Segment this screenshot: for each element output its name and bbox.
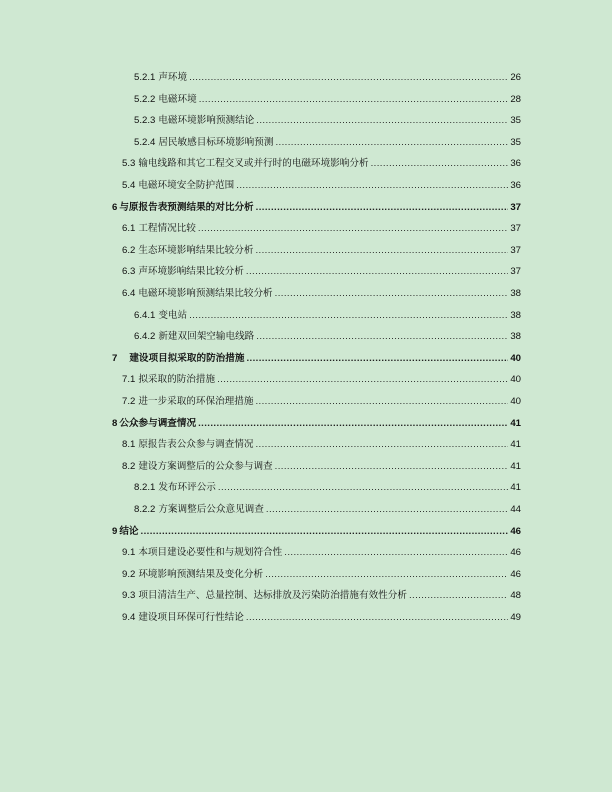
toc-entry-number: 9.2	[122, 568, 136, 580]
toc-dot-leader	[371, 158, 509, 169]
toc-entry-page-number: 38	[510, 309, 521, 321]
toc-entry[interactable]	[134, 112, 521, 133]
toc-entry-page-number: 37	[510, 244, 521, 256]
toc-entry-number: 8.1	[122, 439, 136, 451]
toc-entry-title: 进一步采取的环保治理措施	[138, 396, 254, 407]
toc-entry[interactable]	[134, 69, 521, 90]
toc-entry-title: 环境影响预测结果及变化分析	[138, 568, 264, 580]
toc-entry-title: 建设项目环保可行性结论	[138, 612, 244, 623]
toc-dot-leader	[189, 72, 508, 83]
toc-entry[interactable]	[134, 134, 521, 155]
toc-entry[interactable]	[122, 177, 521, 198]
toc-entry-title: 电磁环境	[158, 93, 197, 105]
toc-entry-page-number: 48	[510, 590, 521, 602]
toc-dot-leader	[256, 331, 508, 342]
toc-entry-title: 本项目建设必要性和与规划符合性	[138, 547, 283, 559]
toc-entry-page-number: 36	[510, 180, 521, 191]
toc-entry-number: 7	[112, 352, 118, 364]
toc-entry[interactable]	[122, 155, 521, 176]
toc-entry-number: 6.3	[122, 266, 136, 278]
toc-entry[interactable]	[134, 501, 521, 522]
toc-dot-leader	[141, 526, 509, 537]
toc-entry-page-number: 36	[510, 158, 521, 170]
toc-entry-number: 9	[112, 525, 118, 537]
toc-entry-number: 6.1	[122, 223, 136, 235]
toc-entry-page-number: 41	[510, 439, 521, 451]
toc-dot-leader	[189, 310, 508, 321]
toc-dot-leader	[246, 612, 508, 623]
toc-entry-number: 5.2.4	[134, 136, 156, 148]
toc-entry[interactable]	[122, 587, 521, 608]
toc-entry-title: 项目清洁生产、总量控制、达标排放及污染防治措施有效性分析	[138, 590, 407, 602]
toc-entry-number: 8	[112, 417, 118, 429]
toc-dot-leader	[217, 374, 508, 385]
toc-entry[interactable]	[112, 523, 521, 544]
toc-entry[interactable]	[122, 436, 521, 457]
toc-entry-number: 8.2.1	[134, 482, 156, 494]
toc-entry[interactable]	[112, 350, 521, 371]
toc-entry[interactable]	[134, 328, 521, 349]
toc-dot-leader	[275, 288, 509, 299]
toc-entry[interactable]	[134, 307, 521, 328]
toc-entry[interactable]	[122, 458, 521, 479]
toc-entry-page-number: 44	[510, 504, 521, 515]
toc-entry[interactable]	[122, 371, 521, 392]
toc-entry-title: 方案调整后公众意见调查	[158, 504, 264, 515]
toc-entry-page-number: 37	[510, 266, 521, 278]
toc-dot-leader	[218, 482, 508, 493]
toc-entry[interactable]	[122, 544, 521, 565]
toc-entry-page-number: 38	[510, 331, 521, 343]
toc-dot-leader	[236, 180, 508, 191]
toc-dot-leader	[266, 504, 508, 515]
toc-entry-page-number: 37	[510, 201, 521, 213]
toc-entry-title: 新建双回架空输电线路	[158, 331, 255, 343]
toc-entry-page-number: 40	[510, 374, 521, 386]
toc-entry-number: 9.1	[122, 547, 136, 559]
toc-entry[interactable]	[134, 479, 521, 500]
toc-dot-leader	[409, 590, 508, 601]
toc-entry-title: 电磁环境影响预测结果比较分析	[138, 288, 273, 299]
toc-dot-leader	[255, 245, 508, 256]
toc-entry-page-number: 41	[510, 482, 521, 494]
toc-dot-leader	[256, 202, 509, 213]
toc-dot-leader	[284, 547, 508, 558]
toc-entry-number: 6.4.1	[134, 309, 156, 321]
toc-entry[interactable]	[122, 609, 521, 630]
toc-entry-page-number: 41	[510, 460, 521, 472]
toc-dot-leader	[246, 266, 508, 277]
toc-entry-title: 建设项目拟采取的防治措施	[129, 352, 245, 364]
toc-entry-page-number: 49	[510, 612, 521, 623]
toc-entry-title: 变电站	[158, 309, 188, 321]
toc-entry-title: 发布环评公示	[158, 482, 216, 494]
toc-dot-leader	[256, 115, 508, 126]
toc-entry-number: 5.3	[122, 158, 136, 170]
toc-entry-page-number: 46	[510, 568, 521, 580]
toc-entry-title: 电磁环境影响预测结论	[158, 115, 255, 127]
toc-entry-number: 6	[112, 201, 118, 213]
toc-entry-page-number: 26	[510, 72, 521, 83]
toc-entry-title: 公众参与调查情况	[119, 417, 197, 429]
toc-entry[interactable]	[122, 242, 521, 263]
toc-entry[interactable]	[122, 263, 521, 284]
toc-entry-page-number: 35	[510, 136, 521, 148]
toc-dot-leader	[255, 396, 508, 407]
toc-entry-page-number: 40	[510, 352, 521, 364]
toc-entry-page-number: 37	[510, 223, 521, 235]
toc-entry-title: 声环境影响结果比较分析	[138, 266, 244, 278]
toc-entry-title: 输电线路和其它工程交叉或并行时的电磁环境影响分析	[138, 158, 369, 170]
toc-entry-title: 建设方案调整后的公众参与调查	[138, 460, 273, 472]
toc-entry-title: 原报告表公众参与调查情况	[138, 439, 254, 451]
toc-entry-number: 9.3	[122, 590, 136, 602]
toc-entry-page-number: 35	[510, 115, 521, 127]
toc-entry[interactable]	[134, 91, 521, 112]
toc-entry[interactable]	[112, 199, 521, 220]
toc-entry-page-number: 46	[510, 547, 521, 559]
toc-entry-number: 5.2.2	[134, 93, 156, 105]
toc-entry-title: 电磁环境安全防护范围	[138, 180, 235, 191]
toc-entry[interactable]	[122, 285, 521, 306]
toc-entry-page-number: 41	[510, 417, 521, 429]
toc-entry-number: 8.2.2	[134, 504, 156, 515]
toc-entry-title: 拟采取的防治措施	[138, 374, 216, 386]
toc-entry[interactable]	[122, 566, 521, 587]
toc-entry-number: 9.4	[122, 612, 136, 623]
toc-entry[interactable]	[122, 393, 521, 414]
toc-entry[interactable]	[122, 220, 521, 241]
toc-entry-number: 7.2	[122, 396, 136, 407]
toc-entry-number: 6.2	[122, 244, 136, 256]
toc-entry-number: 6.4.2	[134, 331, 156, 343]
toc-entry-page-number: 46	[510, 525, 521, 537]
toc-entry-number: 8.2	[122, 460, 136, 472]
toc-dot-leader	[199, 94, 509, 105]
toc-entry-number: 7.1	[122, 374, 136, 386]
toc-entry-title: 声环境	[158, 72, 188, 83]
toc-entry-page-number: 38	[510, 288, 521, 299]
toc-dot-leader	[246, 353, 508, 364]
toc-entry-title: 生态环境影响结果比较分析	[138, 244, 254, 256]
toc-entry-number: 5.4	[122, 180, 136, 191]
toc-entry-title: 工程情况比较	[138, 223, 196, 235]
toc-dot-leader	[198, 223, 508, 234]
toc-entry-number: 5.2.1	[134, 72, 156, 83]
toc-dot-leader	[275, 137, 508, 148]
toc-entry-page-number: 28	[510, 93, 521, 105]
toc-entry-title: 与原报告表预测结果的对比分析	[119, 201, 254, 213]
toc-dot-leader	[265, 569, 508, 580]
toc-dot-leader	[255, 439, 508, 450]
toc-dot-leader	[275, 461, 509, 472]
toc-dot-leader	[198, 418, 508, 429]
toc-entry-page-number: 40	[510, 396, 521, 407]
toc-entry-number: 6.4	[122, 288, 136, 299]
toc-entry-title: 居民敏感目标环境影响预测	[158, 136, 274, 148]
toc-entry-title: 结论	[119, 525, 139, 537]
toc-entry-number: 5.2.3	[134, 115, 156, 127]
toc-entry[interactable]	[112, 415, 521, 436]
